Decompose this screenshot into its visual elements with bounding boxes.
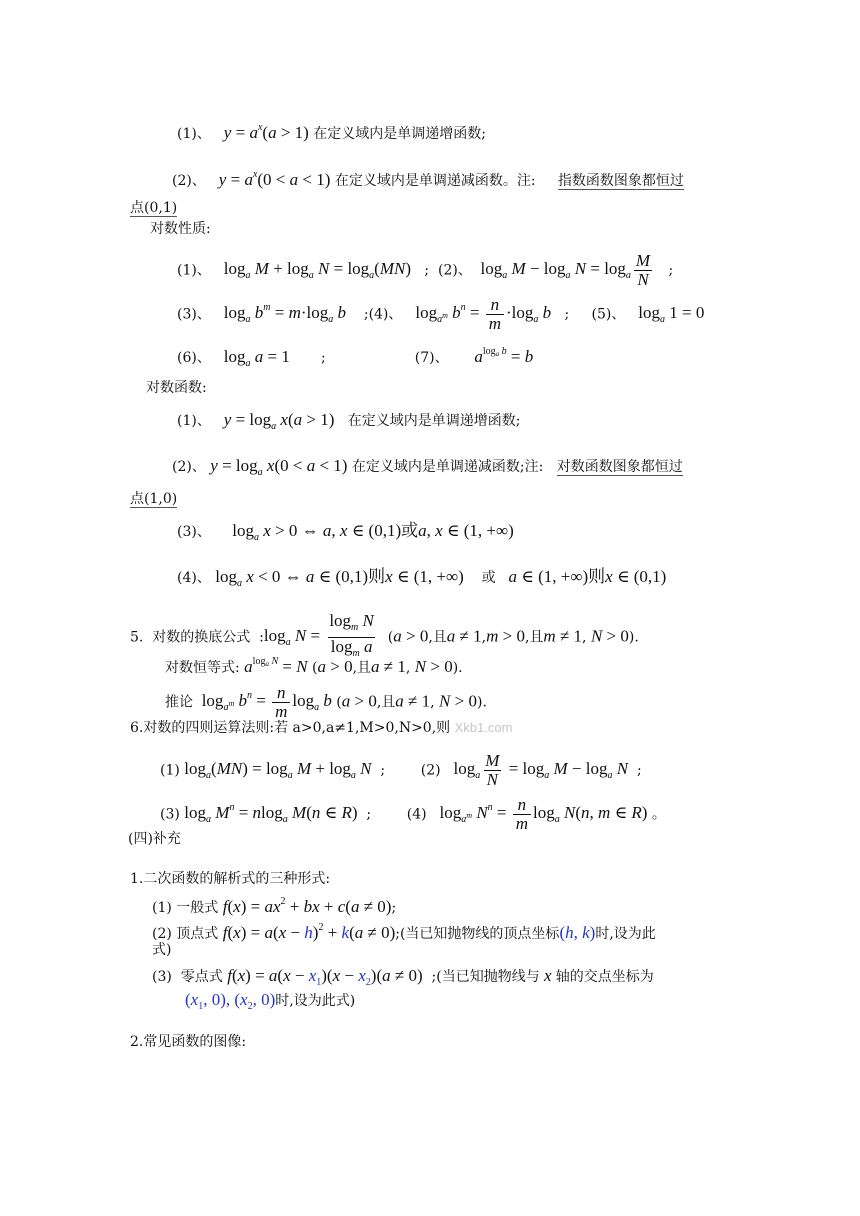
logfunc-formula-2: $y = \log_a x(0 < a < 1)$ [210,456,348,478]
quad-form-1: (1) 一般式 $f(x) = ax^2$ + bx + c(a ≠ 0); [152,896,397,916]
quad-title: 1.二次函数的解析式的三种形式: [130,871,331,887]
log-one-rule: $\log_a 1 = 0$ [629,303,705,326]
log-identity-rule: $a^{log_a b} = b$ [474,346,534,366]
change-of-base-formula: $\log_a N$ = $\frac{\log_m N}{\log_m a}$ [264,626,379,645]
logprop-row-3: (6)、 $\log_a a = 1$ ; (7)、 $a^{log_a b} = b$ [177,346,534,369]
logfunc-formula-1: $y = \log_a x(a > 1)$ [223,410,335,432]
log-identity-formula: $a^{log_a N} = N$ [244,656,308,676]
logfunc-item-2-cont: 点(1,0) [130,491,178,507]
log-quotient-rule: $\log_a$ $\frac{M}{N}$ = $\log_a M - \log_a N$ [445,751,629,789]
exp-note: 指数函数图象都恒过 [557,173,684,189]
general-form-formula: $f(x) = ax^2$ + bx + c(a ≠ 0) [222,896,392,916]
quad-form-3-cont: ($x_1$, 0), ($x_2$, 0)时,设为此式) [185,990,356,1012]
s5-change-of-base: 5. 对数的换底公式 $:\log_a$ N = $\frac{\log_m N}{\log_m a}$ (a > 0,且a ≠ 1,m > 0,且m ≠ 1, N > 0). [130,612,639,663]
watermark: Xkb1.com [454,720,513,735]
exp-item-1-label: (1)、 [177,126,211,142]
exp-item-2 [172,165,684,191]
zero-form-formula: $f(x) = a(x - x_1)(x - x_2)(a \ne 0)$ [227,966,423,988]
logfunc-item-3: (3)、 $\log_a x > 0$ ⇔ a, x ∈ (0,1)或a, x ∈ (1, +∞) [177,521,514,543]
log-self-rule: $\log_a a = 1$ [215,347,290,369]
log-diff-rule: $\log_a M - \log_a N = \log_a$ $\frac{M}{N}$ [476,251,651,289]
exp-item-1-text: 在定义域内是单调递增函数; [313,126,486,142]
s6-heading [130,718,512,738]
log-power-rule-2: $\log_a M^n = nlog_a$ M(n ∈ R) [184,802,358,826]
s6-row-1: (1) $\log_a(MN) = \log_a M + \log_a N$ ; (2) $\log_a$ $\frac{M}{N}$ = $\log_a M - \log_a N$ ; [160,751,642,789]
logprop-heading: 对数性质: [150,221,211,237]
log-base-power-rule: $\log_{a^m} b^n$ = $\frac{n}{m}$ $\cdot\log_a$ b [406,295,552,333]
s5-title: 对数的换底公式 [152,629,251,646]
exp-formula-1: $y = a^x(a > 1)$ [223,122,309,142]
exp-item-1 [177,118,486,144]
logfunc-item-1: (1)、 $y = \log_a x(a > 1)$ 在定义域内是单调递增函数; [177,410,521,432]
logfunc-note: 对数函数图象都恒过 [556,459,683,475]
logfunc-item-2: (2)、 $y = \log_a x(0 < a < 1)$ 在定义域内是单调递减函数;注: 对数函数图象都恒过 [172,456,683,478]
s4-heading: (四)补充 [128,831,181,847]
logfunc-heading: 对数函数: [146,380,207,396]
exp-item-2-text: 在定义域内是单调递减函数。注: [334,173,536,189]
logfunc-positive-cond: $\log_a x > 0$ ⇔ a, x ∈ (0,1)或a, x ∈ (1, +∞) [215,521,514,543]
quad-form-2-cont: 式) [152,942,172,958]
s6-title: 6.对数的四则运算法则:若 a>0,a≠1,M>0,N>0,则 [130,720,451,736]
s6-row-2: (3) $\log_a M^n = nlog_a$ M(n ∈ R) ; (4) $\log_{a^m} N^n$ = $\frac{n}{m}$ $\log_a N(n$, m ∈ R) 。 [160,795,666,833]
quad-form-2: (2) 顶点式 $f(x) = a(x - h)^2 + k(a$ ≠ 0);(当已知抛物线的顶点坐标(h, k)时,设为此 [152,922,656,942]
logfunc-item-4: (4)、 $\log_a x < 0$ ⇔ a ∈ (0,1)则x ∈ (1, +∞) 或 a ∈ (1, +∞)则x ∈ (0,1) [177,567,667,589]
logprop-row-2: (3)、 $\log_a b^m = m\cdot\log_a$ b ;(4)、 $\log_{a^m} b^n$ = $\frac{n}{m}$ $\cdot\log_a$ b ; (5)、 $\log_a 1 = 0$ [177,295,705,333]
log-power-rule: $\log_a b^m = m\cdot\log_a$ b [215,302,347,326]
exp-formula-2: $y = a^x(0 < a < 1)$ [218,169,331,189]
logprop-row-1: (1)、 $\log_a M + \log_a N = \log_a(MN)$ ; (2)、 $\log_a M - \log_a N = \log_a$ $\frac{M}{N}$ ; [177,251,674,289]
logfunc-negative-cond: $\log_a x < 0$ ⇔ a ∈ (0,1)则x ∈ (1, +∞) [215,567,464,589]
s5-identity: 对数恒等式: $a^{log_a N} = N$ (a > 0,且a ≠ 1, N > 0). [165,656,463,676]
exp-item-2-cont: 点(0,1) [130,200,178,216]
zero-points: ($x_1$, 0), ($x_2$, 0) [185,990,276,1012]
quad-form-3: (3) 零点式 $f(x) = a(x - x_1)(x - x_2)(a \ne 0)$ ;(当已知抛物线与 x 轴的交点坐标为 [152,966,654,988]
log-base-power-rule-2: $\log_{a^m} N^n$ = $\frac{n}{m}$ $\log_a N(n$, m ∈ R) [431,795,648,833]
s5-corollary: 推论 $\log_{a^m} b^n$ = $\frac{n}{m}$ $\log_a b$ (a > 0,且a ≠ 1, N > 0). [165,683,487,721]
log-product-rule: $\log_a(MN) = \log_a M + \log_a N$ [184,759,372,782]
graphs-title: 2.常见函数的图像: [130,1034,247,1050]
vertex-form-formula: $f(x) = a(x - h)^2 + k(a \ne 0)$ [222,922,396,942]
log-sum-rule: $\log_a M + \log_a N = \log_a(MN)$ [215,259,412,282]
corollary-formula: $\log_{a^m} b^n$ = $\frac{n}{m}$ $\log_a b$ [197,683,332,721]
exp-item-2-label: (2)、 [172,173,206,189]
